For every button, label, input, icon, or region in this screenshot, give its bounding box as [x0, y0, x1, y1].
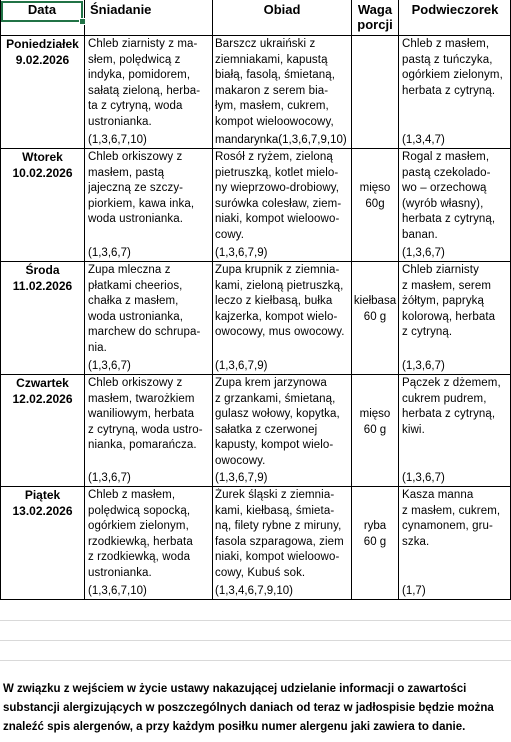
lunch-allergens: (1,3,6,7,9): [215, 360, 268, 372]
row-border: [0, 148, 511, 149]
day-cell: [2, 488, 83, 519]
snack-cell: Pączek z dżemem, cukrem pudrem, herbata z cytryną, kiwi.: [402, 377, 501, 436]
snack-cell: Rogal z masłem, pastą czekolado- wo – orzechową (wyrób własny), herbata z cytryną, banan.: [402, 151, 496, 241]
day-date: 10.02.2026: [12, 165, 73, 180]
lunch-allergens: mandarynka(1,3,6,7,9,10): [215, 134, 347, 146]
portion-cell: kiełbasa 60 g: [353, 295, 397, 323]
header-date: Data: [27, 2, 57, 17]
breakfast-allergens: (1,3,6,7): [88, 247, 131, 259]
header-snack: Podwieczorek: [411, 2, 499, 17]
day-name: Środa: [25, 263, 60, 277]
snack-cell: Kasza manna z masłem, cukrem, cynamonem, gru- szka.: [402, 489, 501, 548]
snack-allergens: (1,3,6,7): [402, 247, 445, 259]
breakfast-cell: Chleb orkiszowy z masłem, pastą jajeczną ze szczy- piorkiem, kawa inka, woda ustronianka.: [88, 151, 195, 225]
row-border: [0, 35, 511, 36]
row-border: [0, 599, 511, 600]
day-date: 12.02.2026: [12, 391, 73, 406]
day-date: 9.02.2026: [15, 52, 70, 67]
day-date: 11.02.2026: [12, 278, 73, 293]
allergen-notice: W związku z wejściem w życie ustawy nakazującej udzielanie informacji o zawartości substancji alergizujących w poszczególnych daniach od teraz w jadłospisie będzie można znaleźć spis alergenów, a przy każdym posiłku numer alergenu jaki zawiera to danie.: [3, 683, 494, 733]
lunch-allergens: (1,3,4,6,7,9,10): [215, 585, 293, 597]
breakfast-cell: Chleb z masłem, polędwicą sopocką, ogórkiem zielonym, rzodkiewką, herbata z rzodkiewką, woda ustronianka.: [88, 489, 193, 579]
lunch-allergens: (1,3,6,7,9): [215, 472, 268, 484]
lunch-cell: Żurek śląski z ziemnia- kami, kiełbasą, śmieta- ną, filety rybne z miruny, fasola szparagowa, ziem niaki, kompot wieloowo- cowy, Kubuś sok.: [215, 489, 344, 579]
column-border: [0, 0, 1, 600]
grid-line: [0, 640, 511, 641]
day-cell: [2, 37, 83, 68]
row-border: [0, 486, 511, 487]
row-border: [0, 374, 511, 375]
snack-allergens: (1,7): [402, 585, 426, 597]
breakfast-allergens: (1,3,6,7): [88, 360, 131, 372]
portion-cell: ryba 60 g: [363, 520, 387, 548]
snack-cell: Chleb ziarnisty z masłem, serem żółtym, papryką kolorową, herbata z cytryną.: [402, 264, 496, 338]
lunch-cell: Zupa krupnik z ziemnia- kami, zieloną pietruszką, leczo z kiełbasą, bułka kajzerka, kompot wielo- owocowy, mus owocowy.: [215, 264, 345, 338]
day-date: 13.02.2026: [12, 503, 73, 518]
breakfast-allergens: (1,3,6,7): [88, 472, 131, 484]
portion-cell: mięso 60 g: [359, 408, 391, 436]
breakfast-cell: Chleb ziarnisty z ma- słem, polędwicą z indyka, pomidorem, sałatą zieloną, herba- ta z cytryną, woda ustronianka.: [88, 38, 201, 128]
lunch-cell: Zupa krem jarzynowa z grzankami, śmietaną, gulasz wołowy, kopytka, sałatka z czerwonej kapusty, kompot wielo- owocowy.: [215, 377, 340, 467]
breakfast-cell: Chleb orkiszowy z masłem, twarożkiem waniliowym, herbata z cytryną, woda ustro- nianka, pomarańcza.: [88, 377, 203, 451]
row-border: [0, 261, 511, 262]
day-cell: [2, 263, 83, 294]
fill-handle[interactable]: [79, 18, 86, 25]
breakfast-cell: Zupa mleczna z płatkami cheerios, chałka z masłem, woda ustronianka, marchew do schrupa- nia.: [88, 264, 201, 354]
breakfast-allergens: (1,3,6,7,10): [88, 585, 147, 597]
day-name: Poniedziałek: [6, 37, 79, 51]
column-border: [212, 0, 213, 600]
active-cell-selection[interactable]: [1, 1, 83, 22]
day-cell: [2, 376, 83, 407]
breakfast-allergens: (1,3,6,7,10): [88, 134, 147, 146]
lunch-cell: Rosół z ryżem, zieloną pietruszką, kotlet mielo- ny wieprzowo-drobiowy, surówka colesław, ziem- niaki, kompot wieloowo- cowy.: [215, 151, 342, 241]
snack-allergens: (1,3,6,7): [402, 472, 445, 484]
day-name: Piątek: [24, 488, 61, 502]
snack-cell: Chleb z masłem, pastą z tuńczyka, ogórkiem zielonym, herbata z cytryną.: [402, 38, 503, 97]
column-border: [84, 0, 85, 600]
day-name: Czwartek: [16, 376, 69, 390]
header-breakfast: Śniadanie: [90, 2, 152, 17]
portion-cell: mięso 60g: [359, 182, 391, 210]
header-portion: Waga porcji: [357, 2, 393, 32]
grid-line: [0, 620, 511, 621]
header-lunch: Obiad: [263, 2, 301, 17]
grid-line: [0, 660, 511, 661]
day-name: Wtorek: [22, 150, 63, 164]
snack-allergens: (1,3,4,7): [402, 134, 445, 146]
lunch-cell: Barszcz ukraiński z ziemniakami, kapustą białą, fasolą, śmietaną, makaron z serem bia- łym, masłem, cukrem, kompot wieloowocowy,: [215, 38, 336, 128]
lunch-allergens: (1,3,6,7,9): [215, 247, 268, 259]
snack-allergens: (1,3,6,7): [402, 360, 445, 372]
day-cell: [2, 150, 83, 181]
